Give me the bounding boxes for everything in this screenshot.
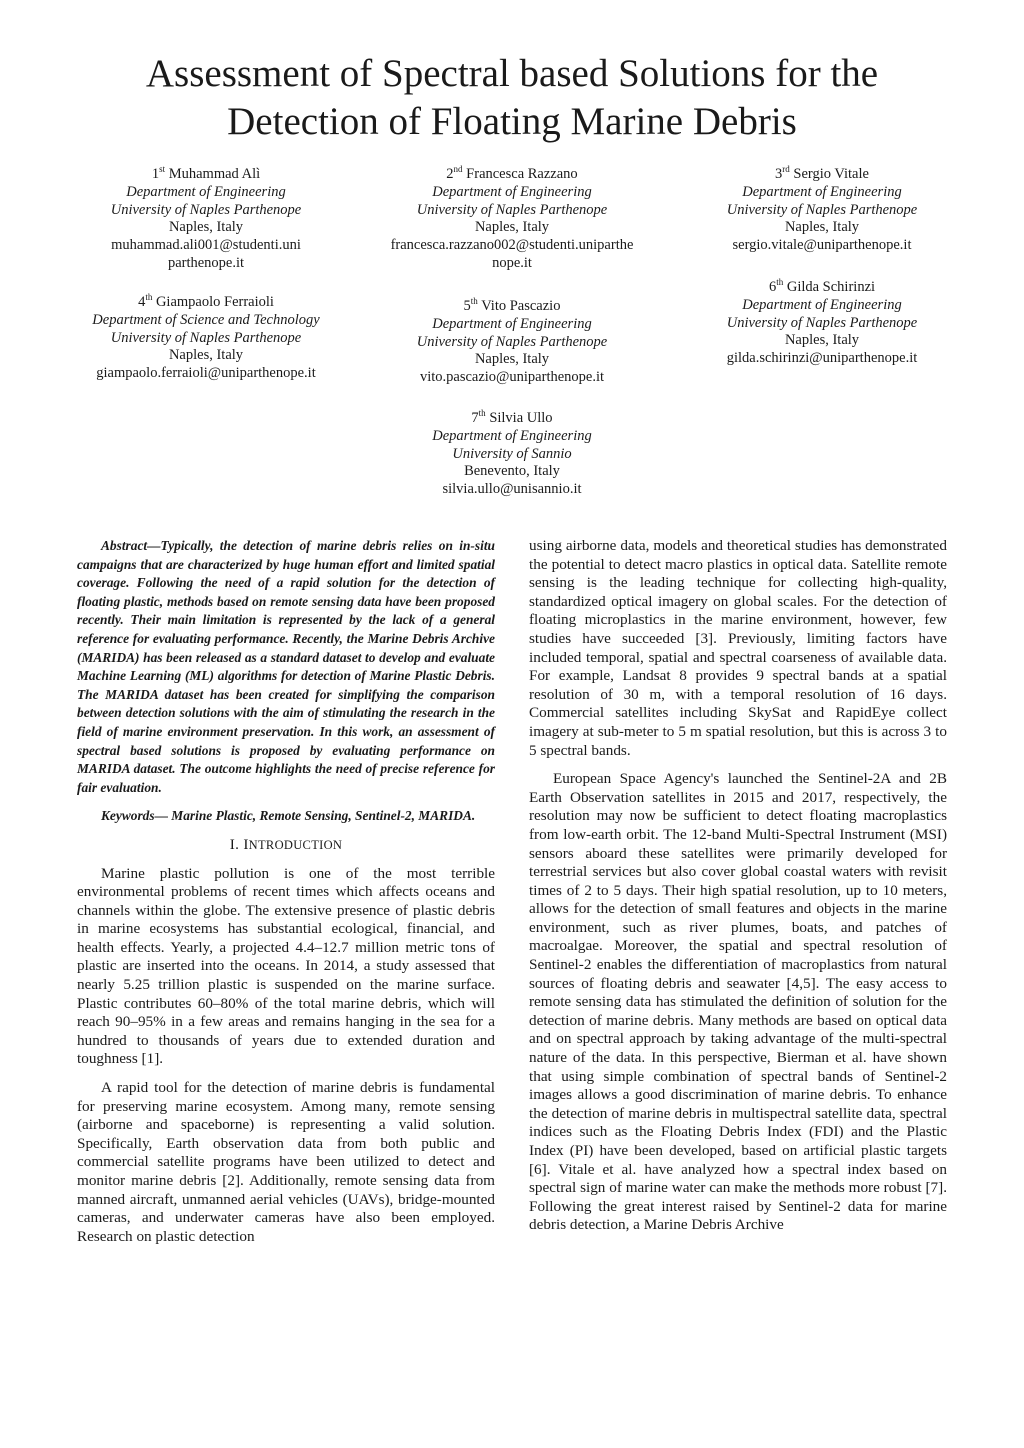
body-paragraph: Marine plastic pollution is one of the most terrible environmental problems of recent times which affects oceans and channels within the globe. The extensive presence of plastic debris in marine ecosystems has substantial ecological, financial, and health effects. Yearly, a projected 4.4–12.7 million metric tons of plastic are inserted into the oceans. In 2014, a study assessed that nearly 5.25 trillion plastic is suspended on the marine surface. Plastic contributes 60–80% of the total marine debris, which will reach 90–95% in a few areas and remains hanging in the sea for a hundred to thousands of years due to extended duration and toughness [1]. — [77, 864, 495, 1068]
author-block-4: 4th Giampaolo Ferraioli Department of Science and Technology University of Naples Parthenope Naples, Italy giampaolo.ferraioli@uniparthenope.it — [56, 294, 356, 383]
author-email: giampaolo.ferraioli@uniparthenope.it — [96, 365, 316, 382]
paper-title — [0, 50, 1024, 146]
left-column — [77, 537, 495, 1256]
author-name: Giampaolo Ferraioli — [155, 294, 274, 310]
title-line-2: Detection of Floating Marine Debris — [227, 100, 797, 143]
author-city: Naples, Italy — [474, 351, 550, 368]
author-name: Vito Pascazio — [481, 298, 561, 314]
author-university: University of Naples Parthenope — [726, 314, 918, 331]
abstract: Abstract—Typically, the detection of marine debris relies on in-situ campaigns that are characterized by huge human effort and limited spatial coverage. Following the need of a rapid solution for the detection of floating plastic, methods based on remote sensing data have been proposed recently. Their main limitation is represented by the lack of a general reference for evaluating performance. Recently, the Marine Debris Archive (MARIDA) has been released as a standard dataset to develop and evaluate Machine Learning (ML) algorithms for detection of Marine Plastic Debris. The MARIDA dataset has been created for simplifying the comparison between detection solutions with the aim of stimulating the research in the field of marine environment preservation. In this work, an assessment of spectral based solutions is proposed by evaluating performance on MARIDA dataset. The outcome highlights the need of precise reference for fair evaluation. — [77, 538, 495, 795]
author-block-5: 5th Vito Pascazio Department of Engineering University of Naples Parthenope Naples, Italy vito.pascazio@uniparthenope.it — [362, 298, 662, 387]
section-heading-introduction: I. INTRODUCTION — [229, 835, 343, 853]
author-university: University of Naples Parthenope — [110, 201, 302, 218]
author-university: University of Naples Parthenope — [416, 333, 608, 350]
author-department: Department of Engineering — [126, 183, 286, 200]
author-block-7: 7th Silvia Ullo Department of Engineering University of Sannio Benevento, Italy silvia.ullo@unisannio.it — [362, 410, 662, 499]
author-block-1: 1st Muhammad Alì Department of Engineering University of Naples Parthenope Naples, Italy muhammad.ali001@studenti.uniparthenope.it — [56, 166, 356, 273]
author-name: Silvia Ullo — [489, 410, 553, 426]
author-email: silvia.ullo@unisannio.it — [442, 481, 582, 498]
author-department: Department of Engineering — [742, 183, 902, 200]
author-name: Muhammad Alì — [168, 166, 261, 182]
keywords: Keywords— Marine Plastic, Remote Sensing, Sentinel-2, MARIDA. — [101, 808, 476, 824]
right-column — [529, 537, 947, 1245]
author-name: Gilda Schirinzi — [786, 279, 876, 295]
author-city: Naples, Italy — [168, 219, 244, 236]
author-city: Naples, Italy — [784, 332, 860, 349]
author-email: sergio.vitale@uniparthenope.it — [732, 237, 912, 254]
author-city: Naples, Italy — [168, 347, 244, 364]
body-paragraph: using airborne data, models and theoretical studies has demonstrated the potential to detect macro plastics in optical data. Satellite remote sensing is the leading technique for collecting high-quality, standardized optical imagery on global scales. For the detection of floating microplastics in the marine environment, however, few studies have succeeded [3]. Previously, limiting factors have included temporal, spatial and spectral coarseness of available data. For example, Landsat 8 provides 9 spectral bands at a spatial resolution of 30 m, with a temporal resolution of 16 days. Commercial satellites including SkySat and RapidEye collect imagery at sub-meter to 5 m spatial resolution, but this is across 3 to 5 spectral bands. — [529, 537, 947, 759]
author-block-3: 3rd Sergio Vitale Department of Engineering University of Naples Parthenope Naples, Italy sergio.vitale@uniparthenope.it — [672, 166, 972, 255]
author-university: University of Sannio — [452, 445, 572, 462]
author-department: Department of Engineering — [432, 315, 592, 332]
author-city: Naples, Italy — [474, 219, 550, 236]
author-department: Department of Engineering — [742, 296, 902, 313]
author-name: Francesca Razzano — [466, 166, 578, 182]
author-email: muhammad.ali001@studenti.uniparthenope.it — [111, 237, 301, 271]
author-email: gilda.schirinzi@uniparthenope.it — [726, 350, 918, 367]
body-paragraph: European Space Agency's launched the Sentinel-2A and 2B Earth Observation satellites in 2015 and 2017, respectively, the resolution may now be sufficient to detect floating macroplastics from low-earth orbit. The 12-band Multi-Spectral Instrument (MSI) sensors aboard these satellites were primarily developed for terrestrial services but also cover global coastal waters with revisit times of 2 to 5 days. Their high spatial resolution, up to 10 meters, allows for the detection of small features and objects in the marine environment, such as river plumes, boats, and patches of macroalgae. Moreover, the spatial and spectral resolution of Sentinel-2 enables the differentiation of macroplastics from natural sources of floating debris and seawater [4,5]. The easy access to remote sensing data has stimulated the definition of solution for the detection of marine debris. Many methods are based on optical data and on spectral approach by taking advantage of the multi-spectral nature of the data. In this perspective, Bierman et al. have shown that using simple combination of spectral bands of Sentinel-2 images allows a good discrimination of marine debris. To enhance the detection of marine debris in multispectral satellite data, spectral indices such as the Floating Debris Index (FDI) and the Plastic Index (PI) have been developed, based on artificial plastic targets [6]. Vitale et al. have analyzed how a spectral index based on spectral sign of marine water can make the methods more robust [7]. Following the great interest raised by Sentinel-2 data for marine debris detection, a Marine Debris Archive — [529, 770, 947, 1234]
author-city: Benevento, Italy — [464, 463, 560, 480]
author-university: University of Naples Parthenope — [110, 329, 302, 346]
author-email: vito.pascazio@uniparthenope.it — [419, 369, 605, 386]
author-university: University of Naples Parthenope — [416, 201, 608, 218]
author-block-2: 2nd Francesca Razzano Department of Engineering University of Naples Parthenope Naples, Italy francesca.razzano002@studenti.uniparthenope.it — [362, 166, 662, 273]
title-line-1: Assessment of Spectral based Solutions for the — [145, 52, 879, 95]
author-department: Department of Science and Technology — [92, 311, 320, 328]
body-paragraph: A rapid tool for the detection of marine debris is fundamental for preserving marine ecosystem. Among many, remote sensing (airborne and spaceborne) is representing a valid solution. Specifically, Earth observation data from both public and commercial satellite programs have been utilized to detect and monitor marine debris [2]. Additionally, remote sensing data from manned aircraft, unmanned aerial vehicles (UAVs), bridge-mounted cameras, and underwater cameras have also been employed. Research on plastic detection — [77, 1079, 495, 1245]
author-name: Sergio Vitale — [793, 166, 869, 182]
author-department: Department of Engineering — [432, 427, 592, 444]
author-department: Department of Engineering — [432, 183, 592, 200]
author-city: Naples, Italy — [784, 219, 860, 236]
author-email: francesca.razzano002@studenti.uniparthenope.it — [390, 237, 634, 271]
author-block-6: 6th Gilda Schirinzi Department of Engineering University of Naples Parthenope Naples, Italy gilda.schirinzi@uniparthenope.it — [672, 279, 972, 368]
author-university: University of Naples Parthenope — [726, 201, 918, 218]
